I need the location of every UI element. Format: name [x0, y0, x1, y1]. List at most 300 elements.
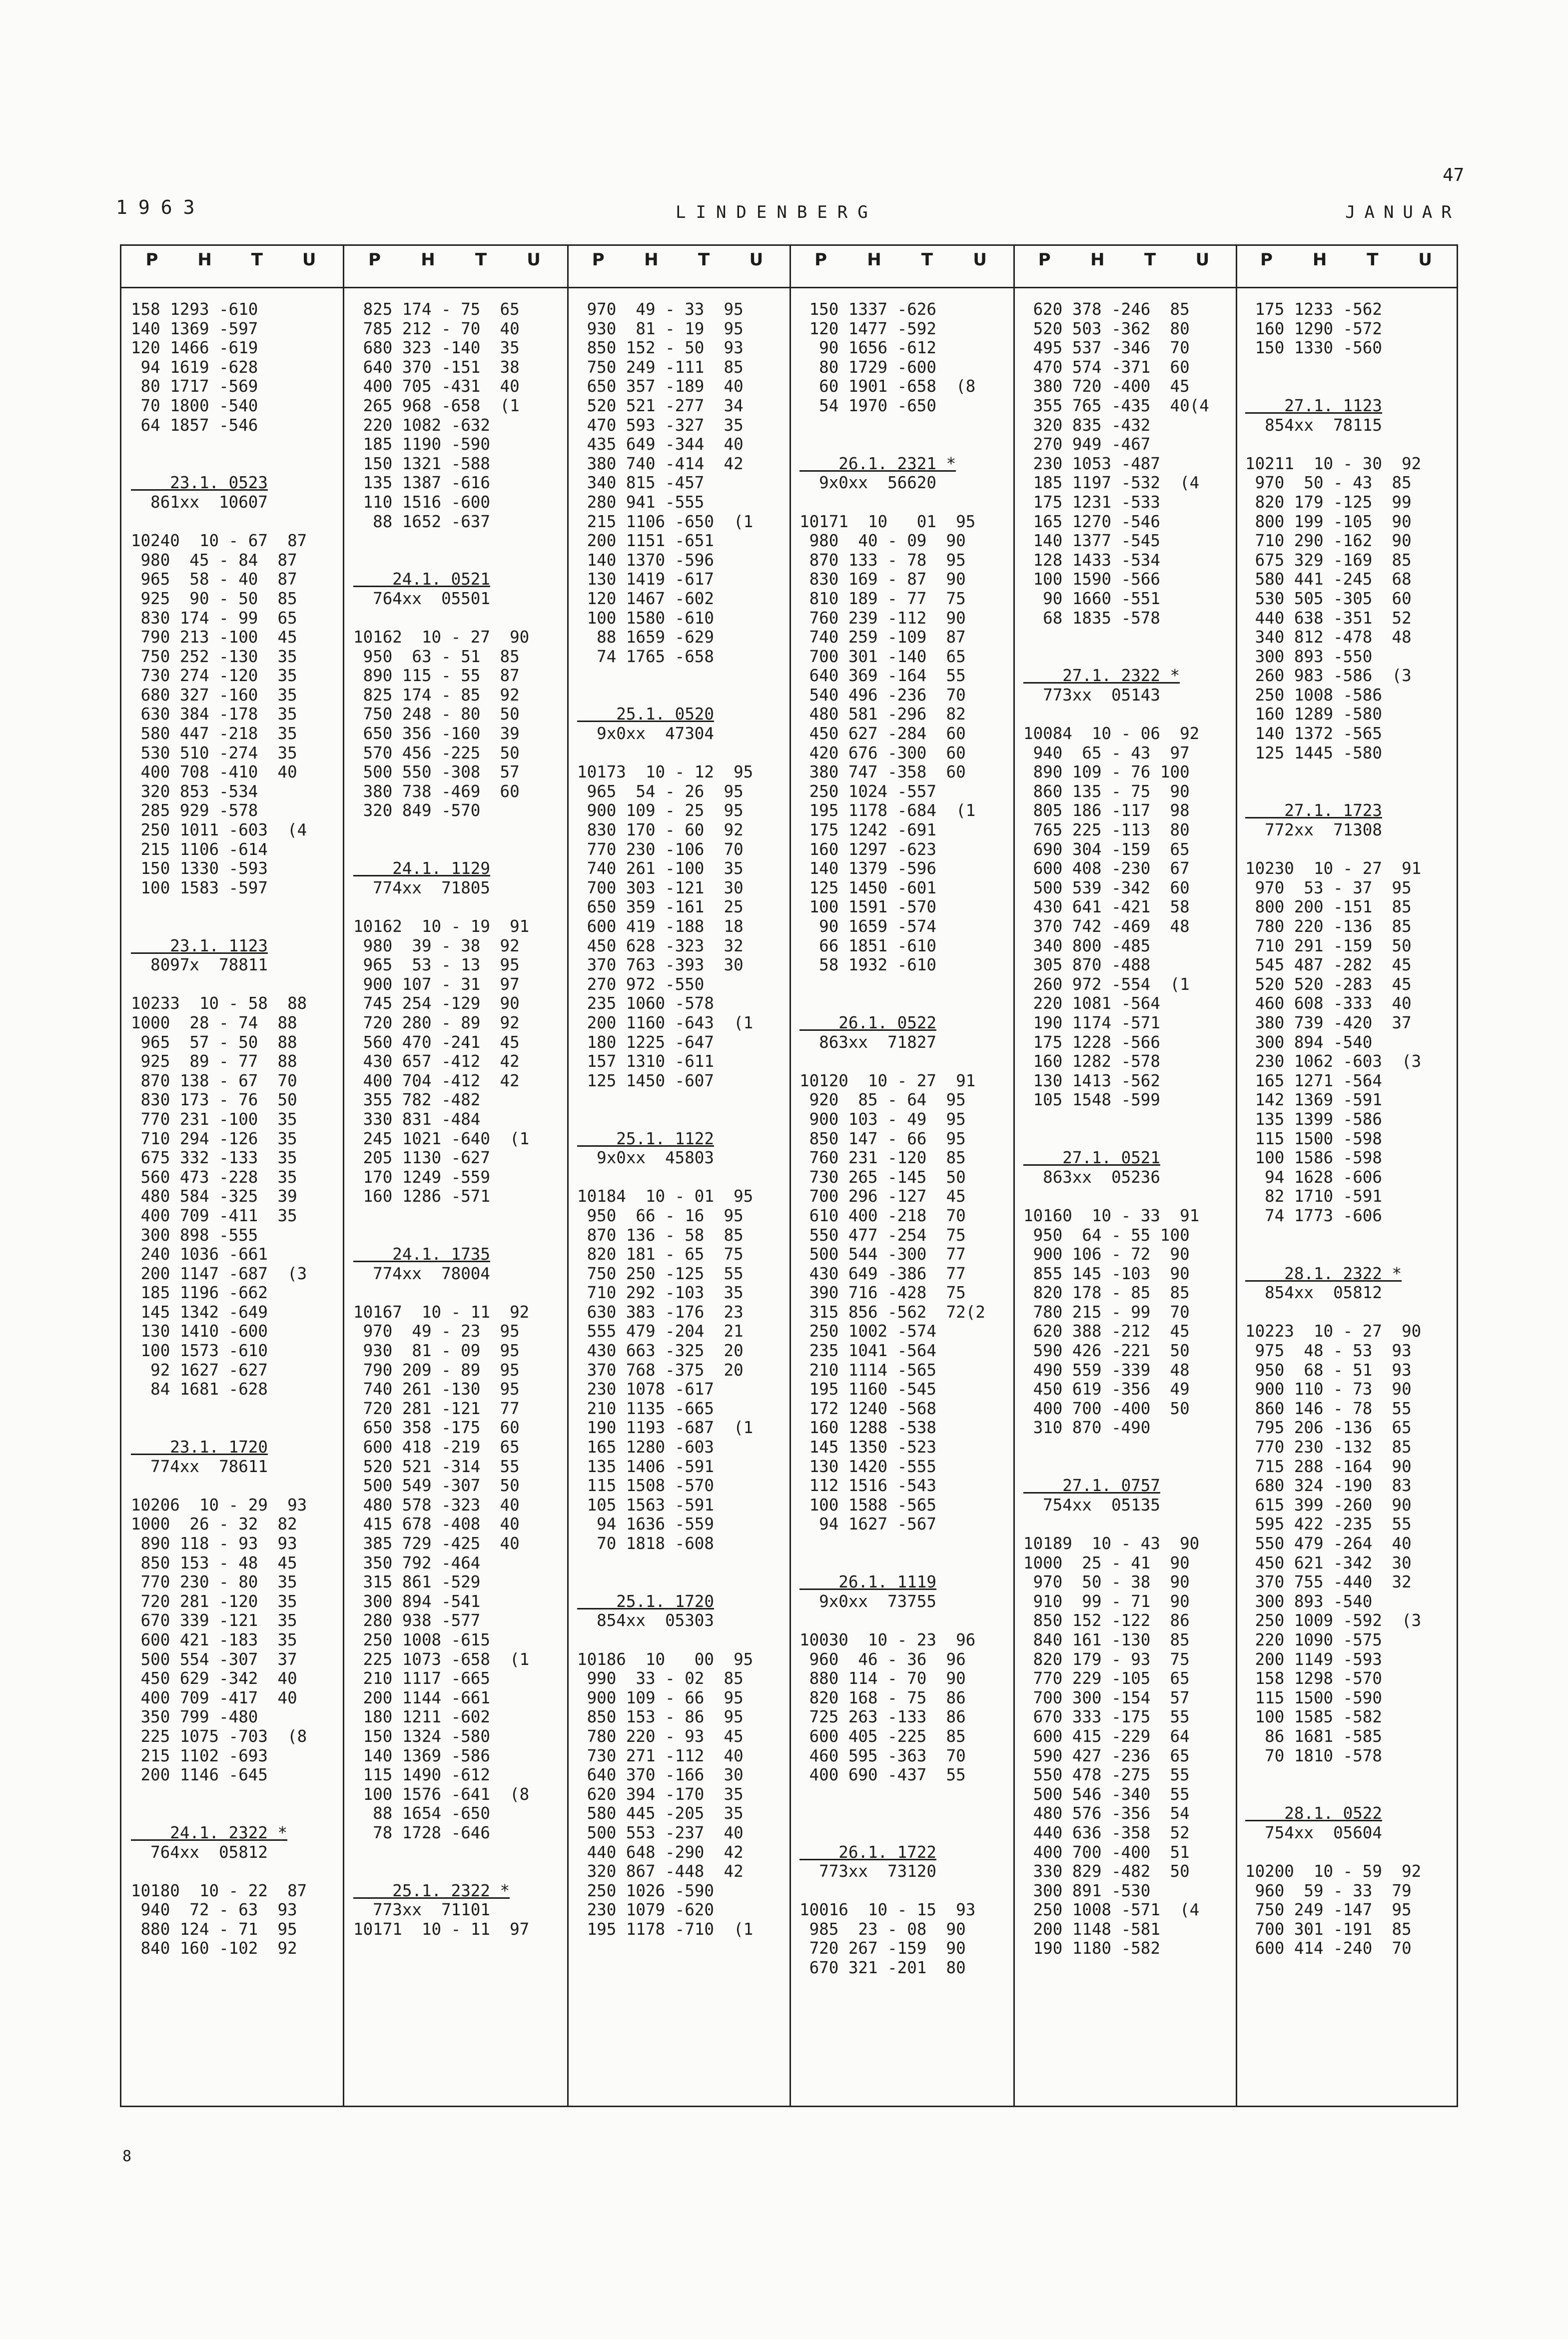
- data-row: 145 1350 -523: [799, 1438, 936, 1457]
- data-row: 220 1082 -632: [353, 415, 490, 435]
- data-row: 640 369 -164 55: [799, 666, 966, 686]
- data-row: 172 1240 -568: [799, 1399, 936, 1418]
- sounding-title: 28.1. 2322 *: [1245, 1264, 1402, 1283]
- data-row: 200 1149 -593: [1245, 1649, 1382, 1669]
- data-row: 980 39 - 38 92: [353, 936, 520, 955]
- data-row: 950 64 - 55 100: [1023, 1225, 1190, 1245]
- data-row: 770 231 -100 35: [131, 1109, 297, 1129]
- data-row: 680 324 -190 83: [1245, 1476, 1412, 1496]
- data-row: 300 891 -530: [1023, 1881, 1151, 1900]
- sounding-title: 26.1. 1119: [799, 1572, 936, 1592]
- data-row: 230 1053 -487: [1023, 454, 1160, 473]
- data-row: 860 135 - 75 90: [1023, 781, 1190, 801]
- data-row: 773xx 05143: [1023, 685, 1160, 705]
- data-row: [131, 1785, 307, 1804]
- data-row: 930 81 - 19 95: [577, 319, 744, 338]
- data-row: [799, 1881, 985, 1901]
- data-row: 580 441 -245 68: [1245, 570, 1412, 589]
- data-row: 128 1433 -534: [1023, 550, 1160, 570]
- data-row: 200 1148 -581: [1023, 1919, 1160, 1939]
- data-row: [799, 435, 985, 454]
- data-row: 650 356 -160 39: [353, 724, 520, 744]
- data-row: 760 239 -112 90: [799, 608, 966, 628]
- data-row: 250 1008 -615: [353, 1630, 490, 1649]
- data-row: 720 280 - 89 92: [353, 1013, 520, 1032]
- data-row: 355 782 -482: [353, 1090, 481, 1110]
- sounding-title: 24.1. 0521: [353, 570, 490, 589]
- data-row: 175 1242 -691: [799, 820, 936, 840]
- data-row: 550 477 -254 75: [799, 1225, 966, 1245]
- data-row: 10120 10 - 27 91: [799, 1071, 976, 1090]
- data-row: 950 66 - 16 95: [577, 1206, 744, 1225]
- data-row: 10162 10 - 27 90: [353, 628, 530, 647]
- data-row: 800 200 -151 85: [1245, 897, 1412, 917]
- data-row: 785 212 - 70 40: [353, 319, 520, 338]
- data-row: 790 213 -100 45: [131, 628, 297, 647]
- data-row: 730 265 -145 50: [799, 1167, 966, 1187]
- data-row: 54 1970 -650: [799, 396, 936, 415]
- sounding-title: 27.1. 0757: [1023, 1476, 1160, 1496]
- data-row: 370 742 -469 48: [1023, 917, 1190, 936]
- data-row: 495 537 -346 70: [1023, 338, 1190, 358]
- data-row: 1000 26 - 32 82: [131, 1515, 297, 1534]
- data-row: 74 1765 -658: [577, 647, 714, 666]
- data-row: 88 1659 -629: [577, 628, 714, 647]
- data-row: 620 388 -212 45: [1023, 1322, 1190, 1341]
- data-row: [577, 666, 753, 686]
- data-row: 9x0xx 73755: [799, 1591, 936, 1611]
- data-row: 700 300 -154 57: [1023, 1688, 1190, 1707]
- data-row: 100 1590 -566: [1023, 570, 1160, 589]
- data-row: 220 1081 -564: [1023, 994, 1160, 1013]
- data-row: 315 856 -562 72(2: [799, 1302, 985, 1322]
- column-heading: H: [421, 250, 435, 270]
- data-row: 10240 10 - 67 87: [131, 531, 307, 551]
- data-row: [1023, 705, 1209, 724]
- data-row: 675 332 -133 35: [131, 1148, 297, 1168]
- data-row: [577, 1168, 753, 1187]
- data-row: 225 1073 -658 (1: [353, 1649, 530, 1669]
- data-row: 10200 10 - 59 92: [1245, 1862, 1422, 1881]
- data-row: 820 179 - 93 75: [1023, 1649, 1190, 1669]
- data-row: 270 949 -467: [1023, 435, 1151, 454]
- data-row: 10186 10 00 95: [577, 1649, 754, 1669]
- data-row: 925 89 - 77 88: [131, 1052, 297, 1071]
- data-row: 340 812 -478 48: [1245, 628, 1412, 647]
- data-row: 320 867 -448 42: [577, 1862, 744, 1881]
- data-row: 140 1369 -586: [353, 1746, 490, 1765]
- data-row: 10171 10 - 11 97: [353, 1919, 530, 1939]
- data-row: 215 1106 -650 (1: [577, 512, 754, 531]
- sounding-title: 26.1. 2321 *: [799, 454, 956, 473]
- data-row: 250 1024 -557: [799, 781, 936, 801]
- data-row: 440 648 -290 42: [577, 1842, 744, 1862]
- data-row: 330 829 -482 50: [1023, 1862, 1190, 1881]
- data-row: 940 65 - 43 97: [1023, 743, 1190, 763]
- data-row: 750 249 -111 85: [577, 357, 744, 377]
- sounding-title: 26.1. 0522: [799, 1013, 936, 1032]
- data-row: [799, 416, 985, 435]
- data-row: 900 107 - 31 97: [353, 974, 520, 994]
- data-row: 120 1466 -619: [131, 338, 258, 358]
- data-row: 135 1399 -586: [1245, 1109, 1382, 1129]
- column-heading: P: [592, 250, 605, 270]
- data-row: 195 1178 -710 (1: [577, 1919, 754, 1939]
- data-row: 10184 10 - 01 95: [577, 1187, 754, 1206]
- data-row: 795 206 -136 65: [1245, 1418, 1412, 1438]
- data-row: 235 1041 -564: [799, 1341, 936, 1361]
- data-row: 840 160 -102 92: [131, 1939, 297, 1958]
- data-row: 820 181 - 65 75: [577, 1245, 744, 1264]
- data-row: [799, 1554, 985, 1573]
- data-row: 740 259 -109 87: [799, 628, 966, 647]
- data-row: 160 1286 -571: [353, 1187, 490, 1206]
- sounding-title: 24.1. 2322 *: [131, 1823, 288, 1842]
- data-row: 600 418 -219 65: [353, 1438, 520, 1457]
- data-row: 200 1151 -651: [577, 531, 714, 551]
- data-row: 990 33 - 02 85: [577, 1669, 744, 1688]
- data-row: 10171 10 01 95: [799, 512, 976, 531]
- data-row: [131, 897, 307, 917]
- data-row: 770 230 -106 70: [577, 839, 744, 859]
- data-row: 700 303 -121 30: [577, 878, 744, 897]
- data-row: 380 738 -469 60: [353, 781, 520, 801]
- data-row: 370 768 -375 20: [577, 1360, 744, 1380]
- data-row: 765 225 -113 80: [1023, 820, 1190, 840]
- data-row: 175 1233 -562: [1245, 300, 1382, 319]
- data-row: 68 1835 -578: [1023, 608, 1160, 628]
- data-row: 830 173 - 76 50: [131, 1090, 297, 1110]
- column-heading: P: [1260, 250, 1273, 270]
- data-row: 115 1500 -590: [1245, 1688, 1382, 1707]
- data-row: 10173 10 - 12 95: [577, 763, 754, 782]
- data-row: 125 1450 -607: [577, 1071, 714, 1090]
- data-row: 10162 10 - 19 91: [353, 917, 530, 936]
- data-row: 550 479 -264 40: [1245, 1534, 1412, 1553]
- data-row: 450 627 -284 60: [799, 724, 966, 744]
- data-row: 890 118 - 93 93: [131, 1534, 297, 1553]
- data-row: 830 169 - 87 90: [799, 570, 966, 589]
- data-row: 280 938 -577: [353, 1611, 481, 1630]
- data-row: 100 1576 -641 (8: [353, 1784, 530, 1804]
- column-heading: H: [644, 250, 659, 270]
- data-row: 215 1102 -693: [131, 1746, 268, 1765]
- sounding-title: 23.1. 0523: [131, 473, 268, 493]
- data-row: 250 1002 -574: [799, 1322, 936, 1341]
- data-row: 160 1290 -572: [1245, 319, 1382, 338]
- data-row: 200 1144 -661: [353, 1688, 490, 1707]
- data-row: 158 1293 -610: [131, 300, 258, 319]
- data-row: 710 291 -159 50: [1245, 936, 1412, 955]
- data-row: 150 1330 -560: [1245, 338, 1382, 358]
- data-row: 130 1410 -600: [131, 1322, 268, 1341]
- data-row: 900 109 - 66 95: [577, 1688, 744, 1707]
- data-row: 150 1330 -593: [131, 859, 268, 878]
- data-row: [131, 512, 307, 532]
- data-row: 930 81 - 09 95: [353, 1341, 520, 1361]
- data-row: 560 470 -241 45: [353, 1032, 520, 1052]
- data-row: 260 972 -554 (1: [1023, 974, 1190, 994]
- data-row: 245 1021 -640 (1: [353, 1129, 530, 1148]
- sounding-title: 27.1. 2322 *: [1023, 666, 1180, 686]
- data-row: 180 1225 -647: [577, 1032, 714, 1052]
- data-row: 970 49 - 23 95: [353, 1322, 520, 1341]
- data-row: 370 755 -440 32: [1245, 1572, 1412, 1592]
- data-row: 630 384 -178 35: [131, 705, 297, 724]
- data-row: 640 370 -151 38: [353, 357, 520, 377]
- data-row: [799, 975, 985, 994]
- data-row: 80 1729 -600: [799, 357, 936, 377]
- data-row: 610 400 -218 70: [799, 1206, 966, 1225]
- data-row: [1245, 358, 1421, 377]
- column-heading: U: [749, 250, 764, 270]
- data-row: 925 90 - 50 85: [131, 589, 297, 608]
- data-row: 870 136 - 58 85: [577, 1225, 744, 1245]
- data-row: [1245, 377, 1421, 396]
- data-row: 970 53 - 37 95: [1245, 878, 1412, 897]
- data-row: 860 146 - 78 55: [1245, 1399, 1412, 1418]
- column-heading: P: [814, 250, 827, 270]
- data-row: 774xx 78004: [353, 1264, 490, 1283]
- data-row: 805 186 -117 98: [1023, 801, 1190, 820]
- data-row: 240 1036 -661: [131, 1245, 268, 1264]
- data-row: 530 510 -274 35: [131, 743, 297, 763]
- column-heading: P: [1038, 250, 1051, 270]
- data-row: 770 230 - 80 35: [131, 1572, 297, 1592]
- data-row: 400 700 -400 50: [1023, 1399, 1190, 1418]
- data-row: 330 831 -484: [353, 1109, 481, 1129]
- data-row: 825 174 - 75 65: [353, 300, 520, 319]
- data-row: 480 578 -323 40: [353, 1495, 520, 1515]
- data-row: 380 739 -420 37: [1245, 1013, 1412, 1032]
- data-row: [131, 435, 307, 454]
- data-row: 235 1060 -578: [577, 994, 714, 1013]
- data-row: 600 408 -230 67: [1023, 859, 1190, 878]
- data-row: 910 99 - 71 90: [1023, 1591, 1190, 1611]
- data-row: 10030 10 - 23 96: [799, 1630, 976, 1649]
- data-row: 112 1516 -543: [799, 1476, 936, 1496]
- data-row: 100 1585 -582: [1245, 1707, 1382, 1727]
- data-row: 440 636 -358 52: [1023, 1823, 1190, 1842]
- data-row: 230 1078 -617: [577, 1380, 714, 1399]
- data-row: 750 248 - 80 50: [353, 705, 520, 724]
- data-row: 350 792 -464: [353, 1553, 481, 1572]
- data-row: 205 1130 -627: [353, 1148, 490, 1168]
- data-row: 900 106 - 72 90: [1023, 1245, 1190, 1264]
- data-row: [1245, 1765, 1421, 1785]
- data-row: 780 220 - 93 45: [577, 1726, 744, 1746]
- data-row: 970 50 - 38 90: [1023, 1572, 1190, 1592]
- data-row: 540 496 -236 70: [799, 685, 966, 705]
- data-row: 210 1117 -665: [353, 1669, 490, 1688]
- data-row: [799, 1611, 985, 1630]
- data-row: 500 544 -300 77: [799, 1245, 966, 1264]
- data-row: 680 327 -160 35: [131, 685, 297, 705]
- data-row: 520 520 -283 45: [1245, 974, 1412, 994]
- data-row: 615 399 -260 90: [1245, 1495, 1412, 1515]
- data-row: 500 554 -307 37: [131, 1649, 297, 1669]
- data-row: 315 861 -529: [353, 1572, 481, 1592]
- column-divider: [1013, 244, 1015, 2107]
- data-row: 500 549 -307 50: [353, 1476, 520, 1496]
- data-row: 125 1450 -601: [799, 878, 936, 897]
- data-row: 10230 10 - 27 91: [1245, 859, 1422, 878]
- data-row: 8097x 78811: [131, 955, 268, 975]
- data-row: [353, 820, 529, 840]
- data-row: [353, 897, 529, 917]
- data-row: [353, 1862, 529, 1881]
- data-row: 200 1160 -643 (1: [577, 1013, 754, 1032]
- data-row: 520 521 -314 55: [353, 1457, 520, 1476]
- data-row: 157 1310 -611: [577, 1052, 714, 1071]
- data-row: 115 1490 -612: [353, 1765, 490, 1785]
- data-row: 320 853 -534: [131, 781, 258, 801]
- data-row: 820 179 -125 99: [1245, 492, 1412, 512]
- data-row: 90 1659 -574: [799, 917, 936, 936]
- data-row: [353, 840, 529, 859]
- data-row: 100 1580 -610: [577, 608, 714, 628]
- data-row: 200 1147 -687 (3: [131, 1264, 307, 1283]
- data-row: [353, 551, 529, 570]
- data-row: 10211 10 - 30 92: [1245, 454, 1422, 473]
- data-row: 450 628 -323 32: [577, 936, 744, 955]
- data-row: 764xx 05812: [131, 1842, 268, 1862]
- data-row: 880 114 - 70 90: [799, 1669, 966, 1688]
- data-row: 600 421 -183 35: [131, 1630, 297, 1649]
- data-row: 400 705 -431 40: [353, 377, 520, 396]
- data-row: [131, 1476, 307, 1496]
- data-row: 9x0xx 47304: [577, 724, 714, 744]
- data-row: 720 281 -121 77: [353, 1399, 520, 1418]
- data-row: 1000 25 - 41 90: [1023, 1553, 1190, 1572]
- data-row: 400 704 -412 42: [353, 1071, 520, 1090]
- data-row: 185 1196 -662: [131, 1283, 268, 1303]
- data-row: 250 1009 -592 (3: [1245, 1611, 1422, 1630]
- data-row: 870 133 - 78 95: [799, 550, 966, 570]
- data-row: 10206 10 - 29 93: [131, 1495, 307, 1515]
- data-row: [1023, 647, 1209, 667]
- data-row: 58 1932 -610: [799, 955, 936, 975]
- data-row: [1023, 1129, 1209, 1149]
- data-row: 250 1011 -603 (4: [131, 820, 307, 840]
- data-row: 965 54 - 26 95: [577, 781, 744, 801]
- data-row: 854xx 05812: [1245, 1283, 1382, 1303]
- data-row: 165 1270 -546: [1023, 512, 1160, 531]
- data-row: [131, 1804, 307, 1823]
- column-divider: [1236, 244, 1237, 2107]
- data-row: 861xx 10607: [131, 492, 268, 512]
- data-row: 950 63 - 51 85: [353, 647, 520, 666]
- data-row: 700 301 -191 85: [1245, 1919, 1412, 1939]
- column-heading: H: [1312, 250, 1327, 270]
- data-row: 435 649 -344 40: [577, 435, 744, 454]
- data-row: 10167 10 - 11 92: [353, 1302, 530, 1322]
- data-row: 88 1654 -650: [353, 1804, 490, 1823]
- data-row: 305 870 -488: [1023, 955, 1151, 975]
- data-row: 920 85 - 64 95: [799, 1090, 966, 1110]
- column-divider: [567, 244, 569, 2107]
- data-row: 175 1231 -533: [1023, 492, 1160, 512]
- data-row: 230 1062 -603 (3: [1245, 1052, 1422, 1071]
- data-row: 850 152 - 50 93: [577, 338, 744, 358]
- data-row: [577, 744, 753, 763]
- data-row: 158 1298 -570: [1245, 1669, 1382, 1688]
- data-row: 890 109 - 76 100: [1023, 763, 1190, 782]
- column-heading-group: [348, 250, 561, 280]
- data-row: [577, 1110, 753, 1129]
- data-row: 165 1280 -603: [577, 1438, 714, 1457]
- data-row: [131, 454, 307, 474]
- data-row: 863xx 71827: [799, 1032, 936, 1052]
- data-row: 142 1369 -591: [1245, 1090, 1382, 1110]
- data-row: 140 1377 -545: [1023, 531, 1160, 551]
- sounding-column: [1245, 300, 1421, 1958]
- data-row: 890 115 - 55 87: [353, 666, 520, 686]
- column-heading: U: [302, 250, 316, 270]
- data-row: 740 261 -130 95: [353, 1380, 520, 1399]
- sounding-column: [1023, 300, 1209, 1958]
- data-row: 810 189 - 77 75: [799, 589, 966, 608]
- data-row: 950 68 - 51 93: [1245, 1360, 1412, 1380]
- data-row: 415 678 -408 40: [353, 1515, 520, 1534]
- data-row: [353, 1843, 529, 1862]
- sounding-title: 23.1. 1720: [131, 1438, 268, 1457]
- column-heading-group: [1240, 250, 1452, 280]
- data-row: 600 419 -188 18: [577, 917, 744, 936]
- data-row: 100 1591 -570: [799, 897, 936, 917]
- data-row: 530 505 -305 60: [1245, 589, 1412, 608]
- data-row: 640 370 -166 30: [577, 1765, 744, 1785]
- month-header: JANUAR: [1345, 202, 1461, 222]
- data-row: [799, 493, 985, 512]
- data-row: 720 281 -120 35: [131, 1591, 297, 1611]
- data-row: [1245, 1843, 1421, 1862]
- data-row: [577, 1630, 753, 1650]
- data-row: [577, 1554, 753, 1573]
- column-heading: U: [527, 250, 541, 270]
- data-row: 60 1901 -658 (8: [799, 377, 976, 396]
- data-row: [1245, 435, 1421, 454]
- data-row: 380 740 -414 42: [577, 454, 744, 473]
- sounding-title: 24.1. 1129: [353, 859, 490, 878]
- data-row: 460 595 -363 70: [799, 1746, 966, 1765]
- sounding-title: 25.1. 1720: [577, 1591, 714, 1611]
- data-row: 1000 28 - 74 88: [131, 1013, 297, 1032]
- data-row: 120 1477 -592: [799, 319, 936, 338]
- data-row: 340 815 -457: [577, 473, 705, 493]
- data-row: 110 1516 -600: [353, 492, 490, 512]
- data-row: 160 1297 -623: [799, 839, 936, 859]
- data-row: 850 153 - 86 95: [577, 1707, 744, 1727]
- data-row: 825 174 - 85 92: [353, 685, 520, 705]
- data-row: 480 576 -356 54: [1023, 1804, 1190, 1823]
- data-row: [799, 1052, 985, 1071]
- data-row: [799, 994, 985, 1013]
- data-row: 854xx 78115: [1245, 415, 1382, 435]
- data-row: 250 1008 -586: [1245, 685, 1382, 705]
- data-row: 480 584 -325 39: [131, 1187, 297, 1206]
- data-row: 150 1337 -626: [799, 300, 936, 319]
- data-row: 760 231 -120 85: [799, 1148, 966, 1168]
- data-row: 300 893 -550: [1245, 647, 1373, 666]
- data-row: 820 178 - 85 85: [1023, 1283, 1190, 1303]
- sounding-column: [131, 300, 307, 1958]
- data-row: 400 709 -411 35: [131, 1206, 297, 1225]
- data-row: 450 621 -342 30: [1245, 1553, 1412, 1572]
- data-row: 285 929 -578: [131, 801, 258, 820]
- data-row: 175 1228 -566: [1023, 1032, 1160, 1052]
- data-row: 125 1445 -580: [1245, 743, 1382, 763]
